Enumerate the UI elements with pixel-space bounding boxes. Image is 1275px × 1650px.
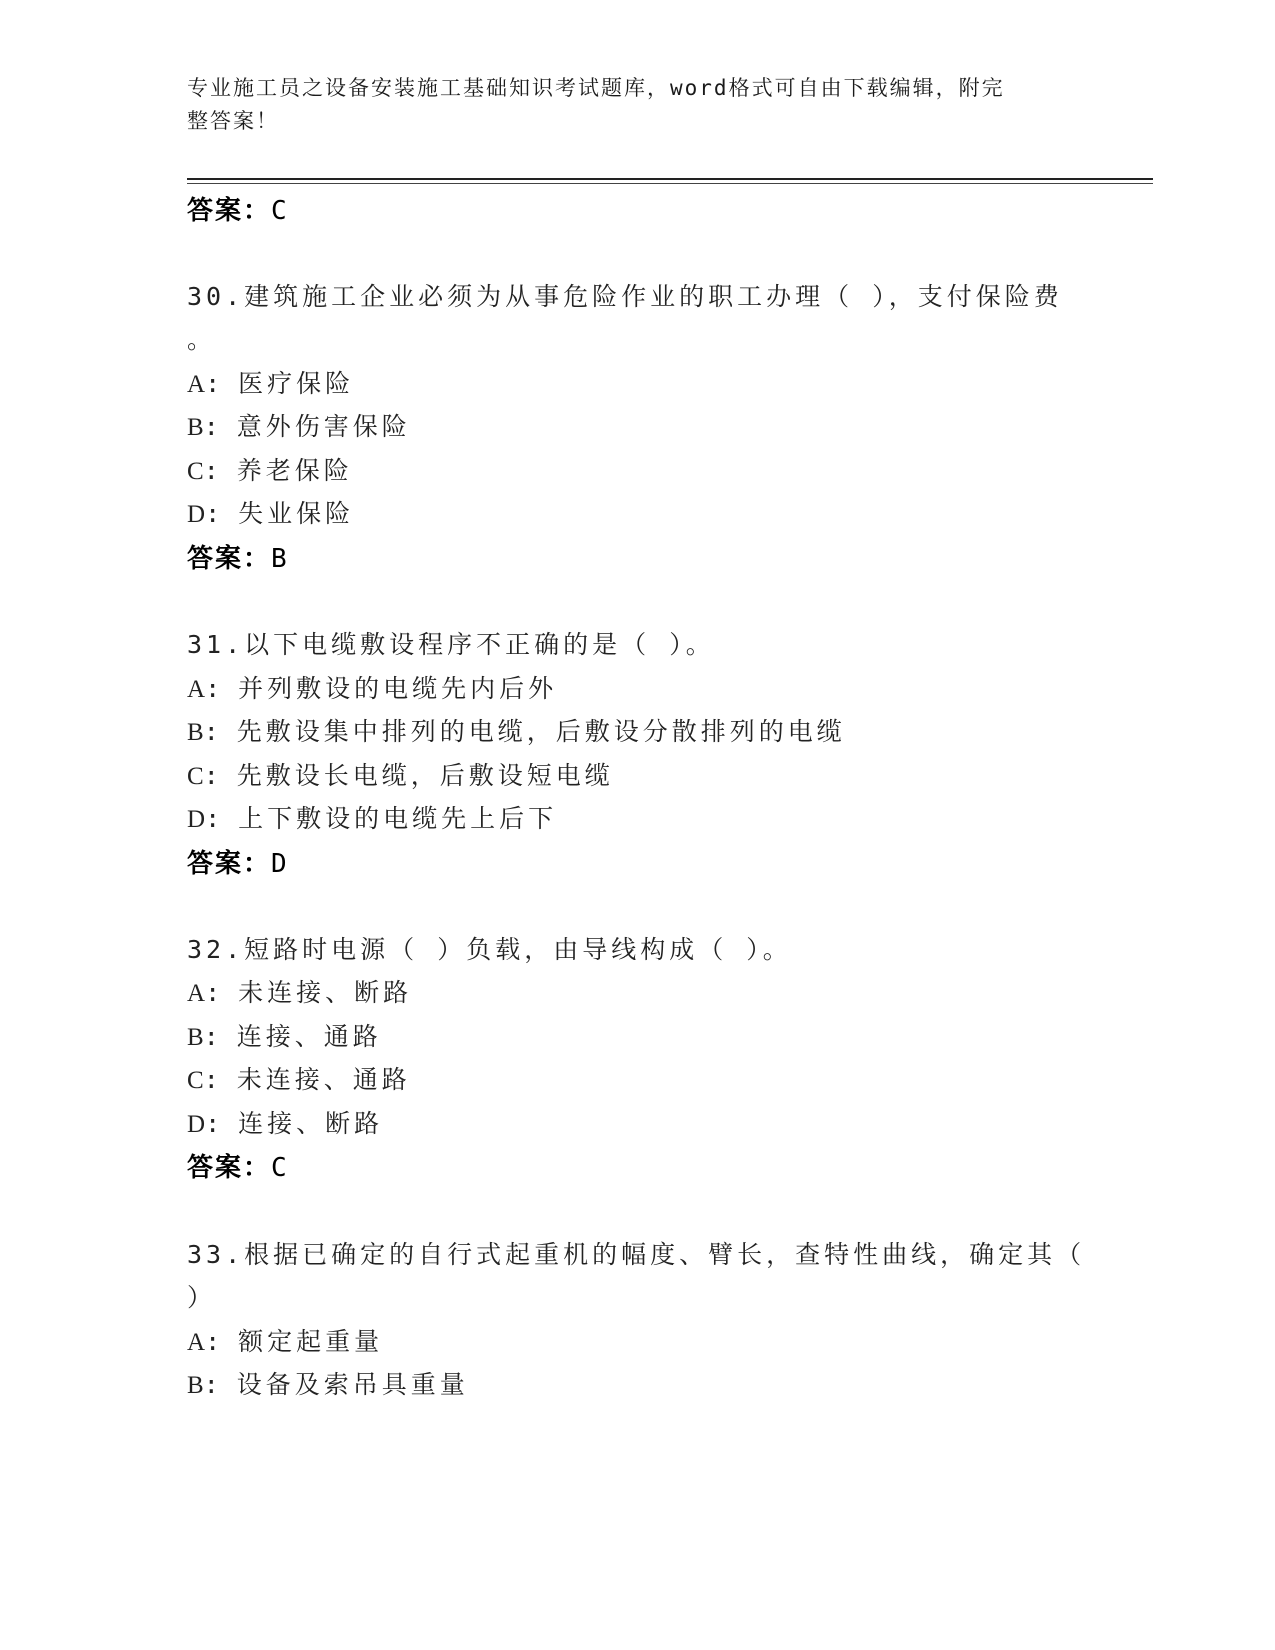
question-31-option-b: B: 先敷设集中排列的电缆，后敷设分散排列的电缆 [187, 717, 846, 746]
question-32-stem: 32.短路时电源（ ）负载，由导线构成（ ）。 [187, 935, 792, 964]
header-divider-thin [187, 183, 1153, 184]
question-32-option-a: A: 未连接、断路 [187, 978, 413, 1007]
question-30-stem: 30.建筑施工企业必须为从事危险作业的职工办理（ ），支付保险费 [187, 282, 1063, 311]
answer-value: C [271, 1153, 289, 1183]
question-30-option-d: D: 失业保险 [187, 499, 355, 528]
question-32-option-c: C: 未连接、通路 [187, 1065, 411, 1094]
question-33-stem: 33.根据已确定的自行式起重机的幅度、臂长，查特性曲线，确定其（ [187, 1240, 1086, 1269]
answer-value: D [271, 849, 289, 879]
question-30-stem-cont: 。 [187, 325, 217, 354]
question-33-option-a: A: 额定起重量 [187, 1327, 384, 1356]
header-title-line-2: 整答案！ [187, 109, 279, 133]
answer-label: 答案： [187, 196, 272, 226]
question-33-option-b: B: 设备及索吊具重量 [187, 1370, 469, 1399]
answer-label: 答案： [187, 544, 272, 574]
answer-label: 答案： [187, 849, 272, 879]
question-33-stem-cont: ） [187, 1283, 217, 1312]
question-32-option-d: D: 连接、断路 [187, 1109, 384, 1138]
question-30-option-c: C: 养老保险 [187, 456, 353, 485]
header-title-line-1: 专业施工员之设备安装施工基础知识考试题库，word格式可自由下载编辑，附完 [187, 76, 1005, 100]
question-31-option-d: D: 上下敷设的电缆先上后下 [187, 804, 558, 833]
question-31-option-a: A: 并列敷设的电缆先内后外 [187, 674, 558, 703]
answer-value: B [271, 544, 289, 574]
header-divider-thick [187, 178, 1153, 180]
answer-value: C [271, 196, 289, 226]
question-30-answer [187, 538, 289, 575]
question-32-answer [187, 1147, 289, 1184]
question-31-answer [187, 843, 289, 880]
answer-line-prev [187, 190, 289, 227]
question-32-option-b: B: 连接、通路 [187, 1022, 382, 1051]
answer-label: 答案： [187, 1153, 272, 1183]
question-31-option-c: C: 先敷设长电缆，后敷设短电缆 [187, 761, 614, 790]
question-31-stem: 31.以下电缆敷设程序不正确的是（ ）。 [187, 630, 715, 659]
question-30-option-b: B: 意外伤害保险 [187, 412, 411, 441]
document-header [187, 72, 1067, 138]
question-30-option-a: A: 医疗保险 [187, 369, 355, 398]
